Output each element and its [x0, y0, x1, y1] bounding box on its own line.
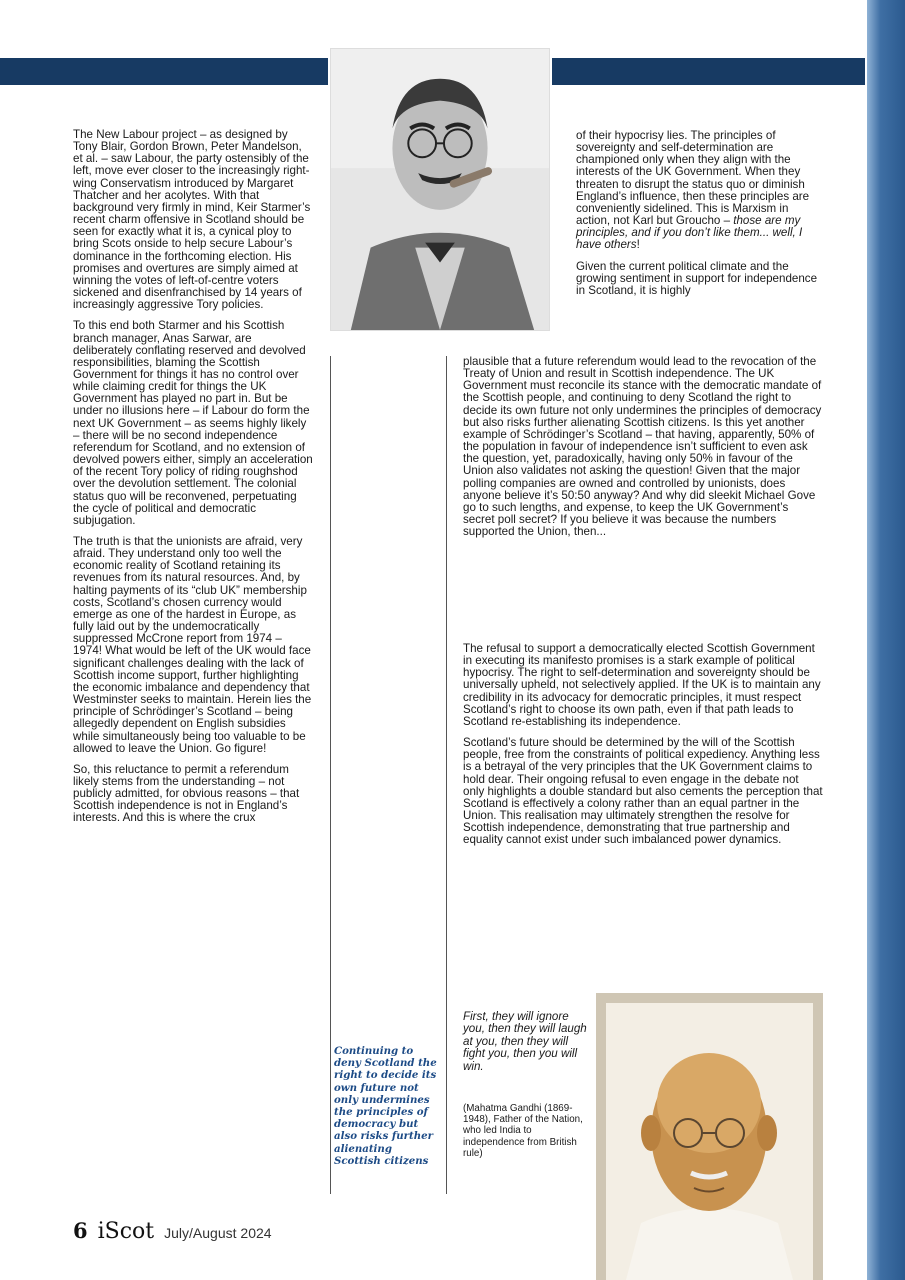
page-footer — [73, 1218, 272, 1244]
article-wide-section-2 — [463, 643, 823, 856]
paragraph: The refusal to support a democratically elected Scottish Government in executing its manifesto promises is a stark example of political hypocrisy. The right to self-determination and sovereignty should be universally upheld, not selectively applied. If the UK is to maintain any credibility in its advocacy for democratic principles, it must respect Scotland’s right to choose its own path, even if that path leads to Scotland re-establishing its independence. — [463, 642, 821, 728]
paragraph: To this end both Starmer and his Scottish branch manager, Anas Sarwar, are deliberately conflating reserved and devolved responsibilities, blaming the Scottish Government for things it has no control over while claiming credit for things the UK Government has played no part in. But be under no illusions here – if Labour do form the next UK Government – as seems highly likely – there will be no second independence referendum for Scotland, and no extension of devolved powers either, simply an acceleration of the recent Tory policy of riding roughshod over the devolution settlement. The colonial status quo will be reconvened, perpetuating the cycle of political and democratic subjugation. — [73, 319, 313, 527]
paragraph: The truth is that the unionists are afraid, very afraid. They understand only too well the economic reality of Scotland retaining its revenues from its natural resources. And, by halting payments of its “club UK” membership costs, Scotland’s chosen currency would emerge as one of the hardest in Europe, as fully laid out by the undemocratically suppressed McCrone report from 1974 – 1974! What would be left of the UK would face significant challenges dealing with the lack of Scottish income support, further highlighting the economic imbalance and dependency that Westminster seeks to maintain. Herein lies the principle of Schrödinger’s Scotland – being allegedly dependent on English subsidies while simultaneously being too valuable to be allowed to leave the Union. Go figure! — [73, 535, 312, 755]
paragraph: So, this reluctance to permit a referendum likely stems from the understanding – not publicly admitted, for obvious reasons – that Scottish independence is not in England’s interests. And this is where the crux — [73, 762, 300, 825]
gandhi-quote: First, they will ignore you, then they will laugh at you, then they will fight you, then you will win. — [463, 1010, 587, 1073]
article-column-right — [576, 130, 822, 306]
column-rule-left — [330, 356, 331, 1194]
paragraph: of their hypocrisy lies. The principles of sovereignty and self-determination are championed only when they align with the interests of the UK Government. When they threaten to disrupt the status quo or diminish England’s influence, then these principles are conveniently sidelined. This is Marxism in action, not Karl but Groucho – those are my principles, and if you don’t like them... well, I have others! — [576, 129, 810, 252]
header-band-left — [0, 58, 328, 85]
gandhi-portrait — [596, 993, 823, 1280]
issue-date: July/August 2024 — [164, 1225, 272, 1241]
magazine-logo: iScot — [97, 1219, 155, 1244]
paragraph: plausible that a future referendum would lead to the revocation of the Treaty of Union and result in Scottish independence. The UK Government must reconcile its stance with the democratic mandate of the Scottish people, and continuing to deny Scotland the right to decide its own future not only undermines the principles of democracy but also risks further alienating Scottish citizens. Is this yet another example of Schrödinger’s Scotland – that having, apparently, 50% of the population in favour of independence isn’t sufficient to even ask the question, yet, paradoxically, having only 50% in favour of the Union also validates not asking the question! Given that the major polling companies are owned and controlled by unionists, does anyone believe it’s 50:50 anyway? And why did sleekit Michael Gove go to such lengths, and expense, to keep the UK Government’s secret poll secret? If you believe it was because the numbers supported the Union, then... — [463, 355, 822, 539]
paragraph: Scotland’s future should be determined by the will of the Scottish people, free from the constraints of political expediency. Anything less is a betrayal of the very principles that the UK Government claims to hold dear. Their ongoing refusal to even engage in the debate not only highlights a double standard but also cements the perception that Scotland is effectively a colony rather than an equal partner in the Union. This realisation may ultimately strengthen the resolve for Scottish independence, demonstrating that true partnership and equality cannot exist under such imbalanced power dynamics. — [463, 736, 823, 847]
column-rule-right — [446, 356, 447, 1194]
page-number: 6 — [73, 1218, 88, 1243]
header-band-right — [552, 58, 865, 85]
page-edge-strip — [867, 0, 905, 1280]
paragraph: Given the current political climate and the growing sentiment in support for independence in Scotland, it is highly — [576, 259, 818, 297]
pull-quote: Continuing to deny Scotland the right to decide its own future not only undermines the principles of democracy but also risks further alienating Scottish citizens — [334, 1045, 437, 1167]
gandhi-attribution: (Mahatma Gandhi (1869-1948), Father of the Nation, who led India to independence from British rule) — [463, 1103, 583, 1159]
paragraph: The New Labour project – as designed by Tony Blair, Gordon Brown, Peter Mandelson, et al. – saw Labour, the party ostensibly of the left, move ever closer to the increasingly right-wing Conservatism introduced by Margaret Thatcher and her acolytes. With that background very firmly in mind, Keir Starmer’s recent charm offensive in Scotland should be seen for exactly what it is, a cynical ploy to bring Scots onside to help secure Labour’s dominance in the forthcoming election. His promises and overtures are simply aimed at winning the votes of left-of-centre voters sickened and disenfranchised by 14 years of increasingly aggressive Tory policies. — [73, 128, 311, 312]
article-wide-section — [463, 356, 823, 547]
groucho-marx-photo — [330, 48, 550, 331]
article-column-left — [73, 129, 313, 834]
